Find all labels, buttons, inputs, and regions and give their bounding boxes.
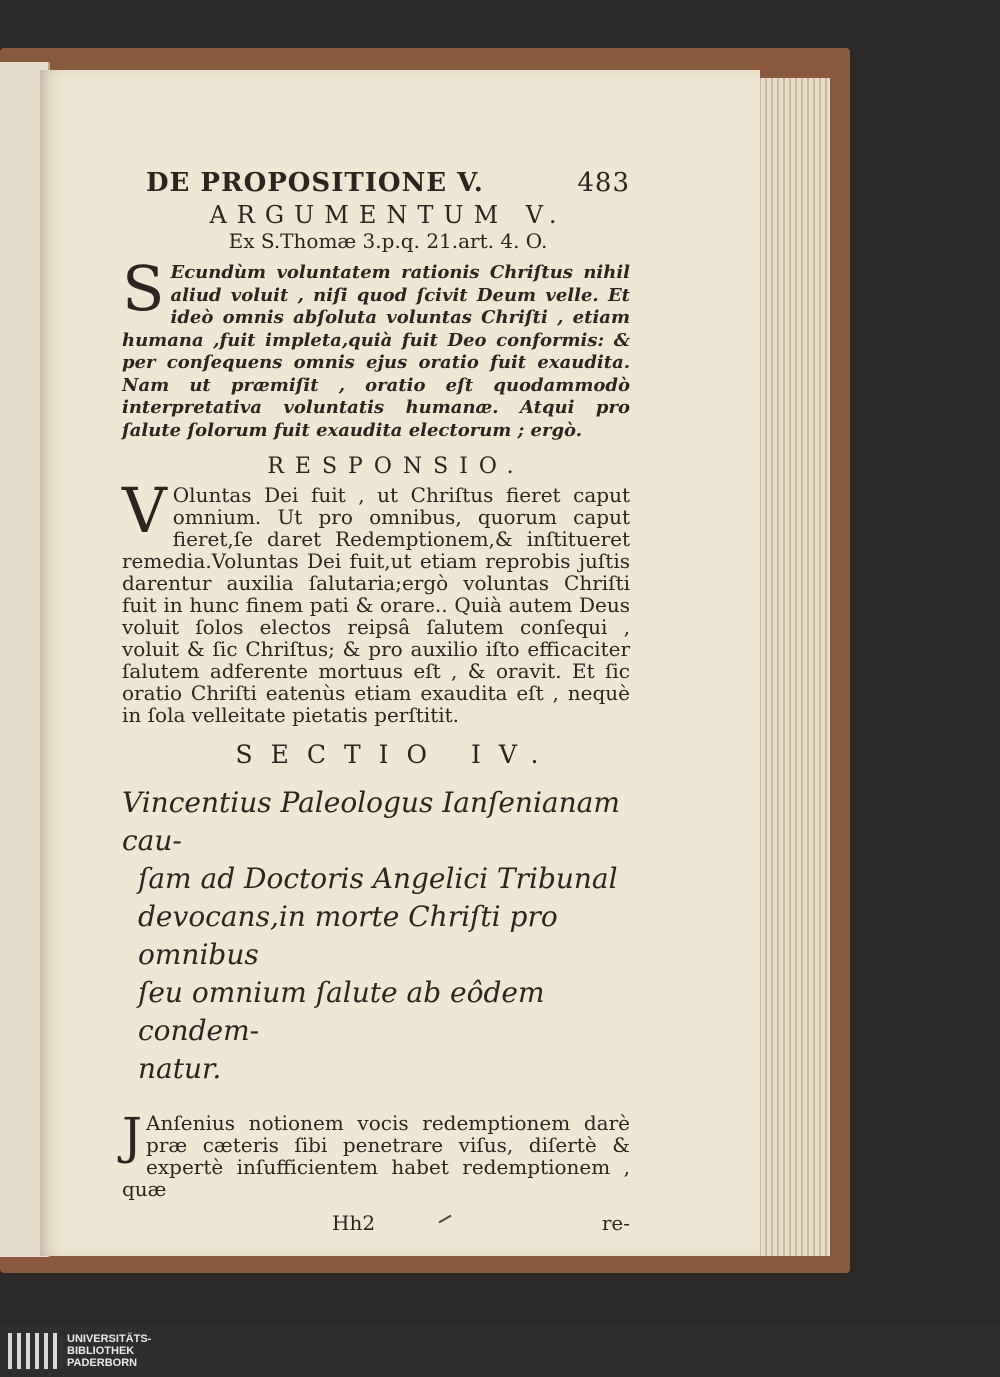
sectio-title: SECTIO IV. [235,740,557,769]
argument-title: ARGUMENTUM V. [209,201,567,229]
header-title: DE PROPOSITIONE V. [146,168,484,198]
page-text-block [122,170,630,1236]
argument-paragraph [122,252,630,442]
sectio-subtitle-line: Vincentius Paleologus Ianſenianam cau- [122,786,620,857]
argument-initial: S [122,252,165,325]
page-number: 483 [577,168,630,198]
argument-text: Ecundùm voluntatem rationis Chriſtus nihil aliud voluit , niſi quod ſcivit Deum velle. Et ideò omnis abſoluta voluntas Chriſti , etiam humana ,fuit impleta,quià fuit Deo conformis: & per conſequens omnis ejus oratio fuit exaudita. Nam ut præmiſit , oratio eſt quodammodò interpretativa voluntatis humanæ. Atqui pro ſalute ſolorum fuit exaudita electorum ; ergò. [122,262,630,441]
final-text: Anſenius notionem vocis redemptionem darè præ cæteris ſibi penetrare viſus, diſertè & expertè inſufficientem habet redemptionem , quæ [122,1111,630,1201]
sectio-subtitle [122,784,630,1088]
signature-mark: Hh2 [332,1211,376,1235]
library-line: BIBLIOTHEK [67,1345,135,1357]
sectio-subtitle-line: ſam ad Doctoris Angelici Tribunal [138,862,618,895]
sectio-subtitle-line: devocans,in morte Chriſti pro omnibus [138,900,558,971]
library-line: PADERBORN [67,1357,138,1369]
responsio-text: Oluntas Dei fuit , ut Chriſtus fieret caput omnium. Ut pro omnibus, quorum caput fieret,ſe daret Redemptionem,& inſtitueret remedia.Voluntas Dei fuit,ut etiam reprobis juſtis darentur auxilia ſalutaria;ergò voluntas Chriſti fuit in hunc finem pati & orare.. Quià autem Deus voluit ſolos electos reipsâ ſalutem conſequi , voluit & ſic Chriſtus; & pro auxilio iſto efficaciter ſalutem adferente mortuus eſt , & oravit. Et ſic oratio Chriſti eatenùs etiam exaudita eſt , nequè in ſola velleitate pietatis perſtitit. [122,483,630,727]
library-logo-icon [8,1333,57,1369]
book-page [40,70,760,1256]
library-name [67,1333,151,1369]
catchword: re- [601,1211,630,1235]
sectio-subtitle-line: natur. [138,1052,222,1085]
final-paragraph [122,1107,630,1201]
page-edges [755,78,832,1256]
argument-source: Ex S.Thomæ 3.p.q. 21.art. 4. O. [228,229,548,253]
library-footer-bar [0,1325,1000,1377]
page-footer [122,1210,630,1236]
running-header [146,170,630,196]
library-line: UNIVERSITÄTS- [67,1333,152,1345]
responsio-title: RESPONSIO. [267,454,525,479]
sectio-subtitle-line: ſeu omnium ſalute ab eôdem condem- [138,976,545,1047]
responsio-initial: V [122,474,167,547]
final-initial: J [122,1107,143,1165]
responsio-paragraph [122,474,630,727]
